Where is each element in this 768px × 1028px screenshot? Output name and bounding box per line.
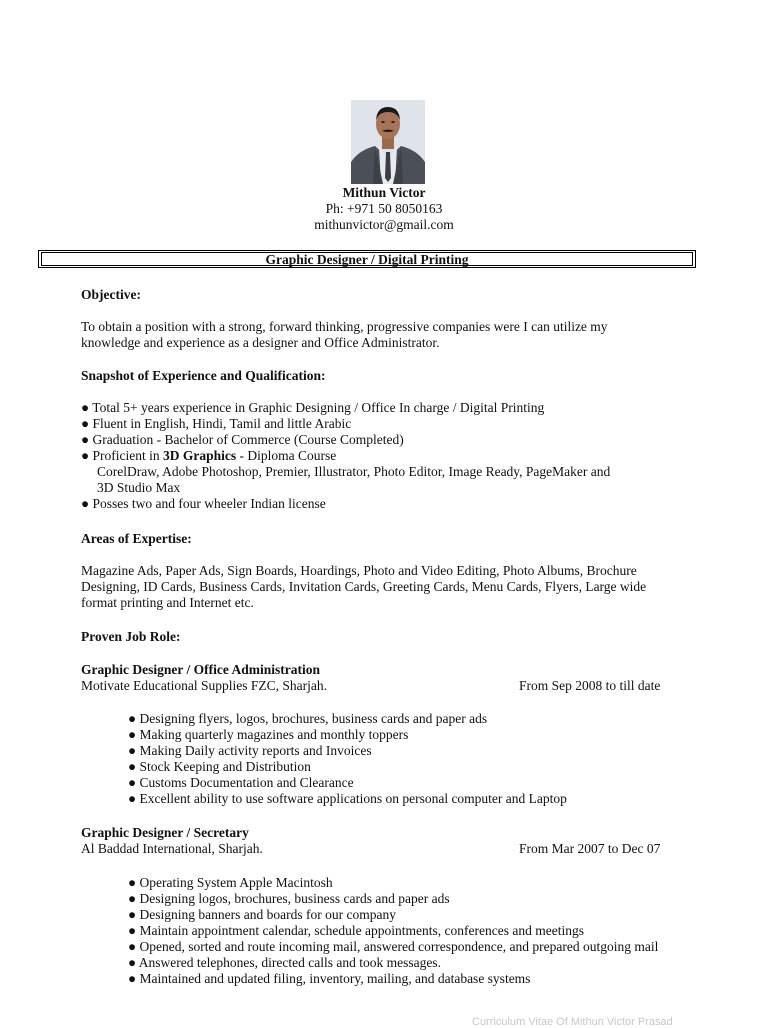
job-2 <box>81 825 701 857</box>
snapshot-item <box>81 400 701 416</box>
job-2-company: Al Baddad International, Sharjah. <box>81 841 263 856</box>
bullet-glyph: ● <box>81 448 90 463</box>
objective-text-line-2: knowledge and experience as a designer and Office Administrator. <box>81 335 440 350</box>
objective-section <box>81 287 701 351</box>
snapshot-item <box>81 496 701 512</box>
duty-item: ● Making quarterly magazines and monthly toppers <box>128 727 409 742</box>
duty-item: ● Maintained and updated filing, inventory, mailing, and database systems <box>128 971 531 986</box>
candidate-email: mithunvictor@gmail.com <box>314 217 454 232</box>
snapshot-item-1-text: Total 5+ years experience in Graphic Designing / Office In charge / Digital Printing <box>92 400 545 415</box>
duty-item: ● Answered telephones, directed calls and took messages. <box>128 955 441 970</box>
objective-text-line-1: To obtain a position with a strong, forward thinking, progressive companies were I can utilize my <box>81 319 608 334</box>
duty-item: ● Maintain appointment calendar, schedule appointments, conferences and meetings <box>128 923 584 938</box>
snapshot-heading: Snapshot of Experience and Qualification: <box>81 368 326 383</box>
jobs-heading: Proven Job Role: <box>81 629 181 644</box>
snapshot-section <box>81 368 701 512</box>
expertise-line-1: Magazine Ads, Paper Ads, Sign Boards, Hoardings, Photo and Video Editing, Photo Albums, Brochure <box>81 563 637 578</box>
job-2-duties <box>128 875 728 987</box>
bullet-glyph: ● <box>81 496 90 511</box>
duty-item: ● Operating System Apple Macintosh <box>128 875 333 890</box>
snapshot-item-5-text: Posses two and four wheeler Indian license <box>92 496 326 511</box>
job-1 <box>81 662 701 694</box>
snapshot-item <box>81 432 701 448</box>
profile-photo-image <box>351 100 425 184</box>
objective-heading: Objective: <box>81 287 141 302</box>
snapshot-item-4-bold: 3D Graphics <box>163 448 237 463</box>
expertise-section <box>81 531 701 611</box>
duty-item: ● Designing banners and boards for our company <box>128 907 396 922</box>
snapshot-item-4-software-cont: 3D Studio Max <box>97 480 181 495</box>
snapshot-item <box>81 448 701 464</box>
job-1-dates: From Sep 2008 to till date <box>519 678 661 693</box>
snapshot-item-4-pre: Proficient in <box>92 448 164 463</box>
duty-item: ● Making Daily activity reports and Invoices <box>128 743 372 758</box>
job-1-company: Motivate Educational Supplies FZC, Sharjah. <box>81 678 327 693</box>
job-1-duties <box>128 711 708 807</box>
duty-item: ● Designing logos, brochures, business cards and paper ads <box>128 891 450 906</box>
duty-item: ● Designing flyers, logos, brochures, business cards and paper ads <box>128 711 488 726</box>
expertise-heading: Areas of Expertise: <box>81 531 192 546</box>
bullet-glyph: ● <box>81 432 90 447</box>
job-title-bar <box>38 250 696 268</box>
bullet-glyph: ● <box>81 400 90 415</box>
snapshot-item-3-text: Graduation - Bachelor of Commerce (Course Completed) <box>92 432 404 447</box>
profile-photo <box>351 100 425 184</box>
page-footer-watermark: Curriculum Vitae Of Mithun Victor Prasad <box>472 1016 673 1028</box>
snapshot-item-2-text: Fluent in English, Hindi, Tamil and little Arabic <box>92 416 352 431</box>
candidate-name: Mithun Victor <box>342 185 426 200</box>
snapshot-item-4-post: - Diploma Course <box>236 448 337 463</box>
snapshot-item <box>81 416 701 432</box>
duty-item: ● Opened, sorted and route incoming mail, answered correspondence, and prepared outgoing mail <box>128 939 659 954</box>
job-2-dates: From Mar 2007 to Dec 07 <box>519 841 661 856</box>
duty-item: ● Customs Documentation and Clearance <box>128 775 354 790</box>
job-title-text: Graphic Designer / Digital Printing <box>41 252 693 266</box>
candidate-phone: Ph: +971 50 8050163 <box>325 201 443 216</box>
job-1-company-row <box>81 678 701 694</box>
duty-item: ● Stock Keeping and Distribution <box>128 759 311 774</box>
expertise-line-2: Designing, ID Cards, Business Cards, Invitation Cards, Greeting Cards, Menu Cards, Flyers, Large wide <box>81 579 647 594</box>
expertise-line-3: format printing and Internet etc. <box>81 595 254 610</box>
job-2-company-row <box>81 841 701 857</box>
bullet-glyph: ● <box>81 416 90 431</box>
duty-item: ● Excellent ability to use software applications on personal computer and Laptop <box>128 791 567 806</box>
snapshot-item-4-software: CorelDraw, Adobe Photoshop, Premier, Illustrator, Photo Editor, Image Ready, PageMaker and <box>97 464 611 479</box>
job-1-title: Graphic Designer / Office Administration <box>81 662 320 677</box>
job-2-title: Graphic Designer / Secretary <box>81 825 249 840</box>
